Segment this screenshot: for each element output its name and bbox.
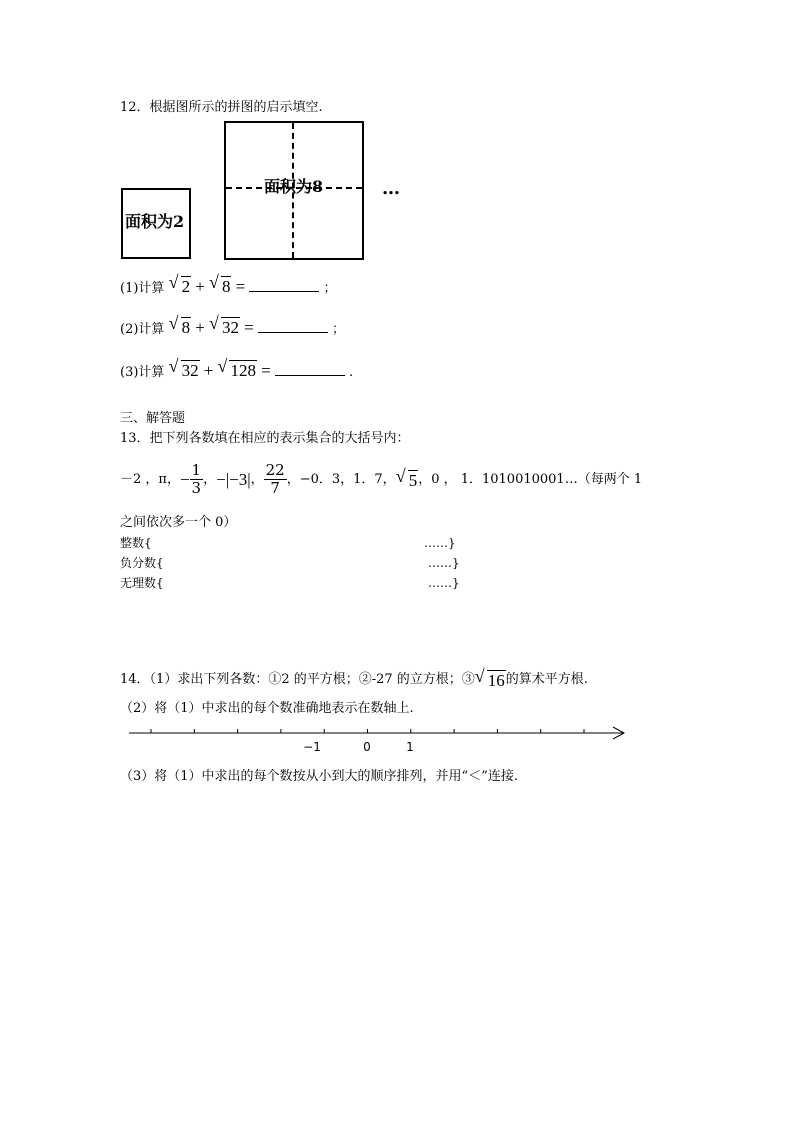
sqrt-expression: √ 8 <box>168 313 191 337</box>
q13-title: 13．把下列各数填在相应的表示集合的大括号内： <box>120 431 410 446</box>
q13-numbers-line: －2 ，π， − $\frac{1}{3}$ ， −|−3| ， $\frac{22}{7}$ ，−0．3，1．7， √ 5 ，0 ， 1．1010010001…（每两个 1 <box>120 461 643 498</box>
sqrt-expression: √ 5 <box>395 466 418 491</box>
answer-blank[interactable] <box>249 291 319 292</box>
answer-blank[interactable] <box>275 375 345 376</box>
tick-label-0: 0 <box>363 740 371 754</box>
q14-part2: （2）将（1）中求出的每个数准确地表示在数轴上. <box>120 701 414 716</box>
answer-blank[interactable] <box>258 332 328 333</box>
set-irrationals-label: 无理数{ <box>120 576 164 590</box>
q12-title: 12．根据图所示的拼图的启示填空. <box>120 100 323 115</box>
set-integers-label: 整数{ <box>120 536 152 550</box>
q14-part1: 14．（1）求出下列各数：①2 的平方根；②-27 的立方根；③ √ 16 的算术平方根. <box>120 666 588 690</box>
tick-label-1: 1 <box>406 740 414 754</box>
section-title: 三、解答题 <box>120 411 186 426</box>
sqrt-expression: √ 16 <box>474 666 505 690</box>
big-square-label: 面积为8 <box>264 177 324 196</box>
sqrt-expression: √ 32 <box>168 356 199 380</box>
absolute-value-expression: −|−3| <box>216 470 251 490</box>
fraction-neg-one-third: $\frac{1}{3}$ <box>191 461 202 498</box>
set-negative-fractions-label: 负分数{ <box>120 556 164 570</box>
q12-item-1: (1)计算 √ 2 + √ 8 = ； <box>120 272 337 296</box>
small-square-label: 面积为2 <box>125 212 185 231</box>
sqrt-expression: √ 32 <box>208 313 239 337</box>
set-irrationals-end: ……} <box>428 576 460 590</box>
q13-line2: 之间依次多一个 0） <box>120 515 237 530</box>
item-prefix: (1)计算 <box>120 281 165 296</box>
sqrt-expression: √ 2 <box>168 272 191 296</box>
number-line <box>125 722 630 758</box>
sqrt-expression: √ 8 <box>208 272 231 296</box>
q14-part3: （3）将（1）中求出的每个数按从小到大的顺序排列，并用“＜”连接. <box>120 769 518 784</box>
tick-label-neg1: −1 <box>303 740 321 754</box>
q12-item-3: (3)计算 √ 32 + √ 128 = . <box>120 356 354 380</box>
item-prefix: (3)计算 <box>120 365 165 380</box>
set-integers-end: ……} <box>424 536 456 550</box>
set-negative-fractions-end: ……} <box>428 556 460 570</box>
sqrt-expression: √ 128 <box>217 356 256 380</box>
q12-item-2: (2)计算 √ 8 + √ 32 = ； <box>120 313 345 337</box>
fraction-22-7: $\frac{22}{7}$ <box>265 461 285 498</box>
item-prefix: (2)计算 <box>120 322 165 337</box>
pattern-ellipsis: … <box>382 178 400 199</box>
